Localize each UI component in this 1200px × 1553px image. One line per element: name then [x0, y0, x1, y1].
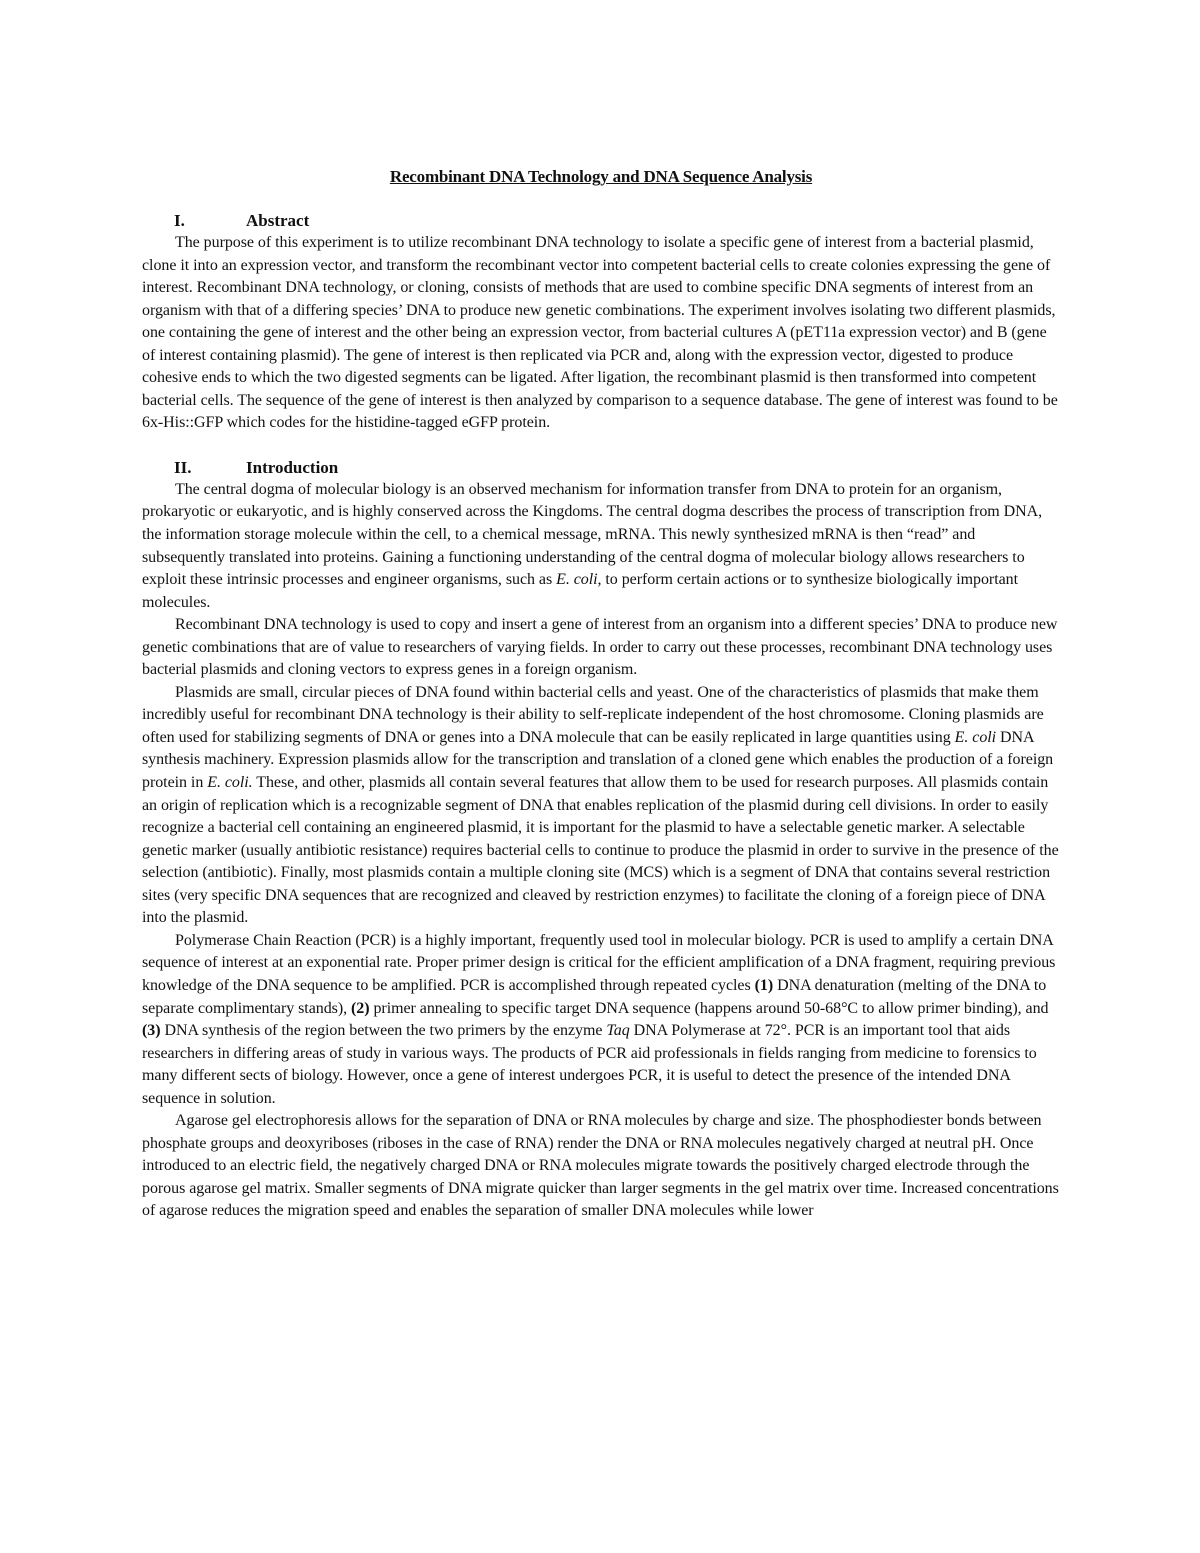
intro-paragraph-agarose-gel: Agarose gel electrophoresis allows for the separation of DNA or RNA molecules by charge and size. The phosphodiester bonds between phosphate groups and deoxyriboses (riboses in the case of RNA) render the DNA or RNA molecules negatively charged at neutral pH. Once introduced to an electric field, the negatively charged DNA or RNA molecules migrate towards the positively charged electrode through the porous agarose gel matrix. Smaller segments of DNA migrate quicker than larger segments in the gel matrix over time. Increased concentrations of agarose reduces the migration speed and enables the separation of smaller DNA molecules while lower [142, 1112, 1059, 1220]
section-number: I. [174, 211, 185, 230]
document-title: Recombinant DNA Technology and DNA Sequence Analysis [389, 167, 813, 186]
intro-paragraph-plasmids: Plasmids are small, circular pieces of DNA found within bacterial cells and yeast. One of the characteristics of plasmids that make them incredibly useful for recombinant DNA technology is their ability to self-replicate independent of the host chromosome. Cloning plasmids are often used for stabilizing segments of DNA or genes into a DNA molecule that can be easily replicated in large quantities using E. coli DNA synthesis machinery. Expression plasmids allow for the transcription and translation of a cloned gene which enables the production of a foreign protein in E. coli. These, and other, plasmids all contain several features that allow them to be used for research purposes. All plasmids contain an origin of replication which is a recognizable segment of DNA that enables replication of the plasmid during cell divisions. In order to easily recognize a bacterial cell containing an engineered plasmid, it is important for the plasmid to have a selectable genetic marker. A selectable genetic marker (usually antibiotic resistance) requires bacterial cells to continue to produce the plasmid in order to survive in the presence of the selection (antibiotic). Finally, most plasmids contain a multiple cloning site (MCS) which is a segment of DNA that contains several restriction sites (very specific DNA sequences that are recognized and cleaved by restriction enzymes) to facilitate the cloning of a foreign piece of DNA into the plasmid. [142, 683, 1059, 927]
section-title: Abstract [246, 211, 310, 230]
section-heading-abstract [142, 210, 1060, 232]
intro-paragraph-pcr: Polymerase Chain Reaction (PCR) is a highly important, frequently used tool in molecular biology. PCR is used to amplify a certain DNA sequence of interest at an exponential rate. Proper primer design is critical for the efficient amplification of a DNA fragment, requiring previous knowledge of the DNA sequence to be amplified. PCR is accomplished through repeated cycles (1) DNA denaturation (melting of the DNA to separate complimentary stands), (2) primer annealing to specific target DNA sequence (happens around 50-68°C to allow primer binding), and (3) DNA synthesis of the region between the two primers by the enzyme Taq DNA Polymerase at 72°. PCR is an important tool that aids researchers in differing areas of study in various ways. The products of PCR aid professionals in fields ranging from medicine to forensics to many different sects of biology. However, once a gene of interest undergoes PCR, it is useful to detect the presence of the intended DNA sequence in solution. [142, 931, 1056, 1107]
abstract-paragraph: The purpose of this experiment is to utilize recombinant DNA technology to isolate a specific gene of interest from a bacterial plasmid, clone it into an expression vector, and transform the recombinant vector into competent bacterial cells to create colonies expressing the gene of interest. Recombinant DNA technology, or cloning, consists of methods that are used to combine specific DNA segments of interest from an organism with that of a differing species’ DNA to produce new genetic combinations. The experiment involves isolating two different plasmids, one containing the gene of interest and the other being an expression vector, from bacterial cultures A (pET11a expression vector) and B (gene of interest containing plasmid). The gene of interest is then replicated via PCR and, along with the expression vector, digested to produce cohesive ends to which the two digested segments can be ligated. After ligation, the recombinant plasmid is then transformed into competent bacterial cells. The sequence of the gene of interest is then analyzed by comparison to a sequence database. The gene of interest was found to be 6x-His::GFP which codes for the histidine-tagged eGFP protein. [142, 234, 1058, 432]
section-title: Introduction [246, 457, 339, 477]
intro-paragraph-recombinant-dna: Recombinant DNA technology is used to copy and insert a gene of interest from an organism into a different species’ DNA to produce new genetic combinations that are of value to researchers of varying fields. In order to carry out these processes, recombinant DNA technology uses bacterial plasmids and cloning vectors to express genes in a foreign organism. [142, 616, 1058, 679]
section-heading-introduction [142, 457, 1060, 479]
section-number: II. [174, 457, 192, 477]
intro-paragraph-central-dogma: The central dogma of molecular biology is an observed mechanism for information transfer from DNA to protein for an organism, prokaryotic or eukaryotic, and is highly conserved across the Kingdoms. The central dogma describes the process of transcription from DNA, the information storage molecule within the cell, to a chemical message, mRNA. This newly synthesized mRNA is then “read” and subsequently translated into proteins. Gaining a functioning understanding of the central dogma of molecular biology allows researchers to exploit these intrinsic processes and engineer organisms, such as E. coli, to perform certain actions or to synthesize biologically important molecules. [142, 480, 1043, 611]
document-body [142, 166, 1060, 1223]
